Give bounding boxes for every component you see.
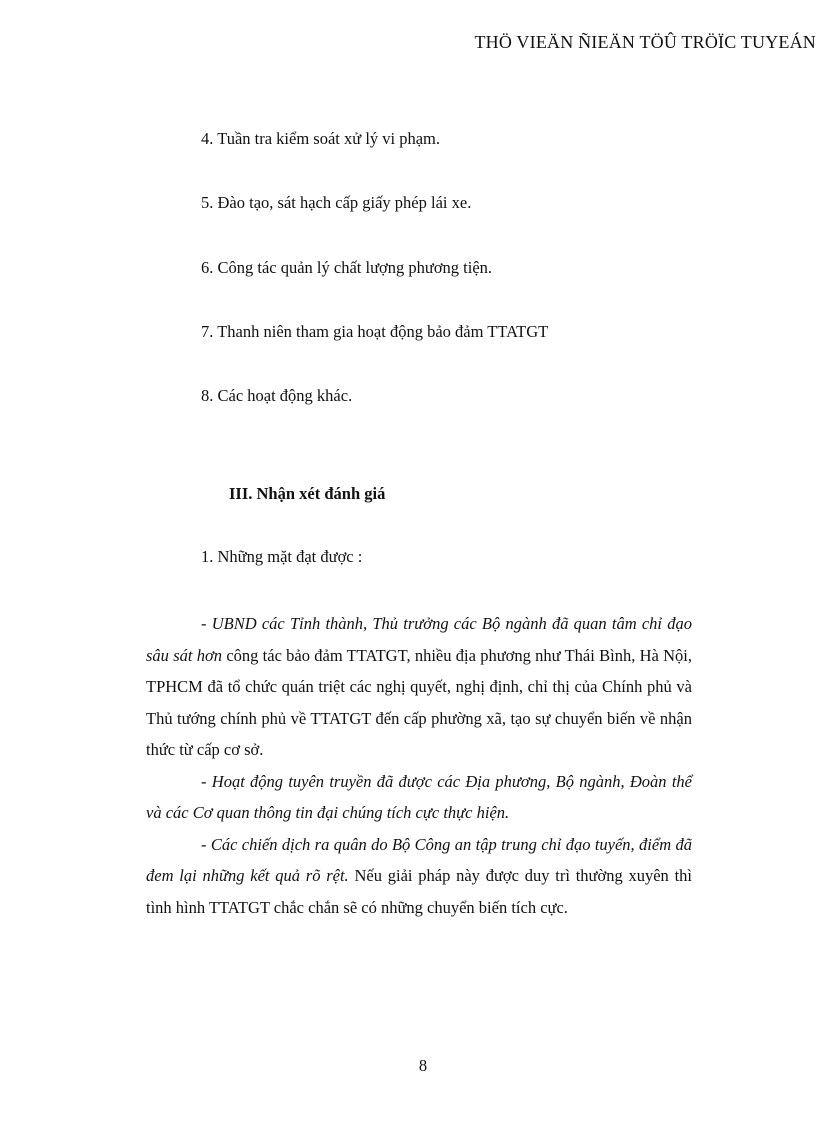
body-text <box>146 608 692 923</box>
paragraph <box>146 608 692 766</box>
paragraph-text: công tác bảo đảm TTATGT, nhiều địa phương như Thái Bình, Hà Nội, TPHCM đã tổ chức quán triệt các nghị quyết, nghị định, chỉ thị của Chính phủ và Thủ tướng chính phủ về TTATGT đến cấp phường xã, tạo sự chuyển biến về nhận thức từ cấp cơ sở. <box>146 645 692 759</box>
list-item: 5. Đào tạo, sát hạch cấp giấy phép lái xe. <box>201 193 472 212</box>
paragraph-italic-text: - Hoạt động tuyên truyền đã được các Địa phương, Bộ ngành, Đoàn thể và các Cơ quan thông tin đại chúng tích cực thực hiện. <box>146 771 692 822</box>
paragraph-italic-text: - Các chiến dịch ra quân do Bộ Công an tập trung chỉ đạo tuyến, điểm đã đem lại những kết quả rõ rệt. <box>146 834 692 885</box>
page-number: 8 <box>418 1056 428 1075</box>
paragraph-italic-text: - UBND các Tỉnh thành, Thủ trưởng các Bộ ngành đã quan tâm chỉ đạo sâu sát hơn <box>146 614 692 665</box>
paragraph-text: Nếu giải pháp này được duy trì thường xuyên thì tình hình TTATGT chắc chắn sẽ có những chuyển biến tích cực. <box>146 866 692 917</box>
list-item: 8. Các hoạt động khác. <box>201 386 353 405</box>
list-item: 4. Tuần tra kiểm soát xử lý vi phạm. <box>201 129 441 148</box>
section-heading: III. Nhận xét đánh giá <box>229 484 386 503</box>
running-header: THÖ VIEÄN ÑIEÄN TÖÛ TRÖÏC TUYEÁN <box>474 32 816 52</box>
list-item: 7. Thanh niên tham gia hoạt động bảo đảm TTATGT <box>201 322 549 341</box>
paragraph <box>146 829 692 924</box>
list-item: 6. Công tác quản lý chất lượng phương tiện. <box>201 258 493 277</box>
paragraph <box>146 766 692 829</box>
subsection-heading: 1. Những mặt đạt được : <box>201 547 363 566</box>
